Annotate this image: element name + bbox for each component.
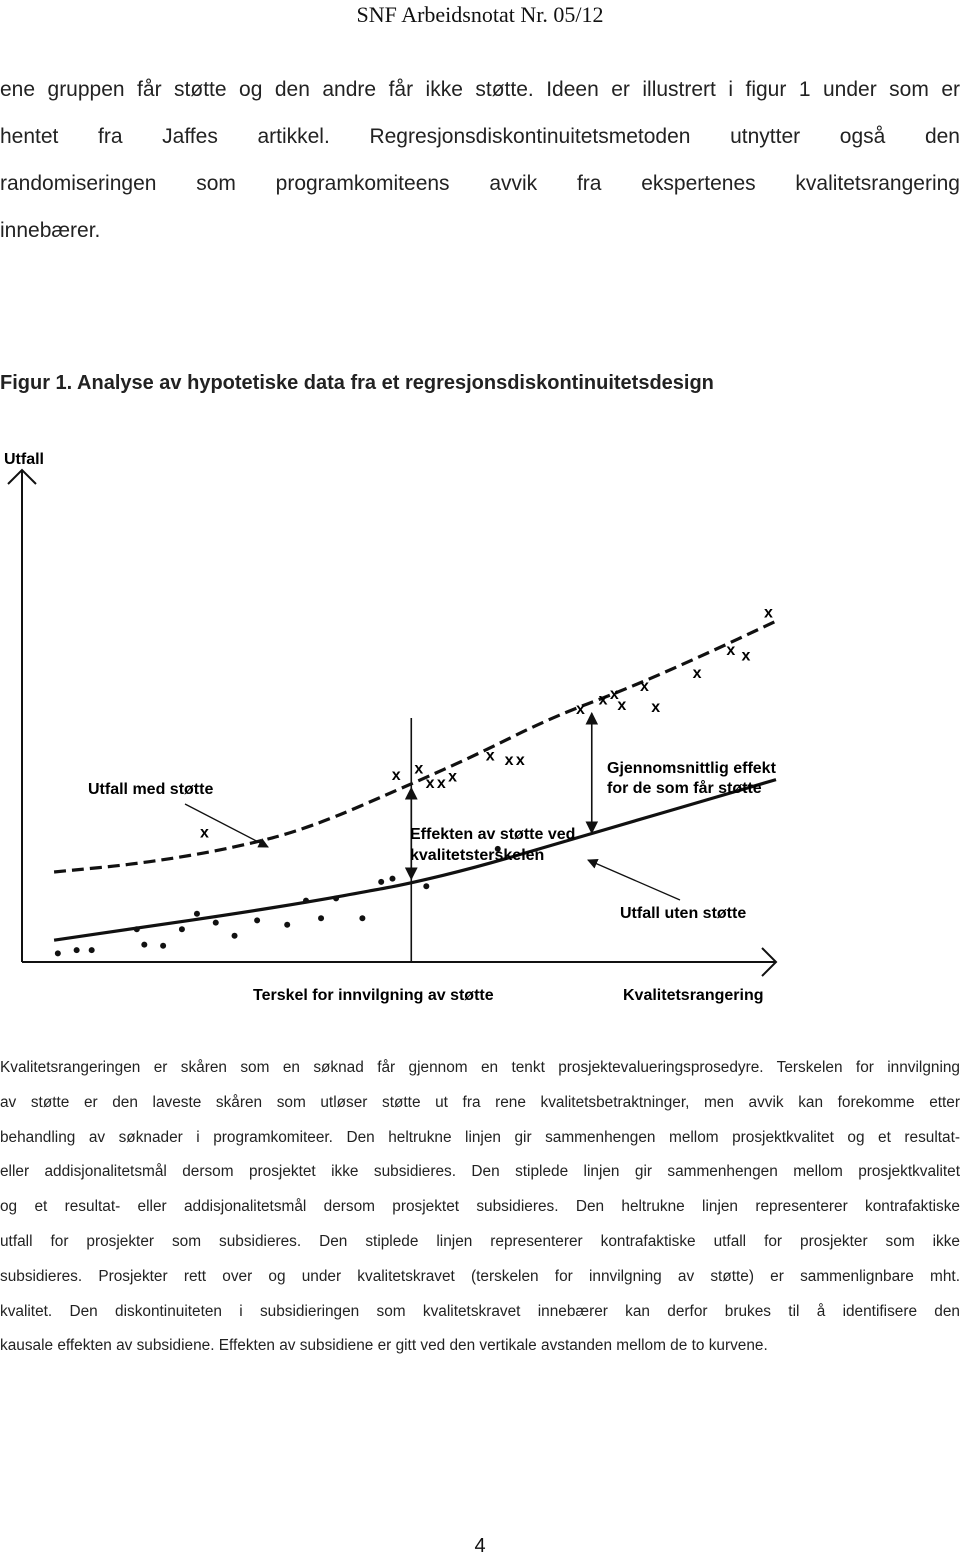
rd-chart: [0, 440, 960, 1020]
paragraph-line: ene gruppen får støtte og den andre får ikke støtte. Ideen er illustrert i figur 1 under som er: [0, 78, 960, 101]
effect-label-line2: kvalitetsterskelen: [410, 847, 545, 864]
data-point-dot: [423, 883, 429, 889]
caption-line: kvalitet. Den diskontinuiteten i subsidieringen som kvalitetskravet innebærer kan derfor brukes til å identifisere den: [0, 1302, 960, 1320]
data-point-dot: [232, 933, 238, 939]
caption-line: subsidieres. Prosjekter rett over og under kvalitetskravet (terskelen for innvilgning av støtte) er sammenlignbare mht.: [0, 1267, 960, 1285]
data-point-dot: [194, 911, 200, 917]
caption-line: behandling av søknader i programkomiteer. Den heltrukne linjen gir sammenhengen mellom prosjektkvalitet og et resultat-: [0, 1128, 960, 1146]
paragraph-line: randomiseringen som programkomiteens avvik fra ekspertenes kvalitetsrangering: [0, 172, 960, 195]
data-point-x: x: [598, 691, 608, 709]
data-point-x: x: [448, 768, 458, 786]
x-axis-label: Kvalitetsrangering: [623, 987, 764, 1004]
data-point-dot: [141, 942, 147, 948]
data-point-dot: [333, 895, 339, 901]
caption-line: og et resultat- eller addisjonalitetsmål dersom prosjektet subsidieres. Den heltrukne linjen representerer kontrafaktiske: [0, 1198, 960, 1216]
without-support-pointer: [588, 860, 680, 900]
data-point-dot: [213, 920, 219, 926]
paragraph-line: innebærer.: [0, 219, 101, 242]
caption-line: utfall for prosjekter som subsidieres. Den stiplede linjen representerer kontrafaktiske utfall for prosjekter som ikke: [0, 1232, 960, 1250]
data-point-dot: [378, 879, 384, 885]
data-point-x: x: [576, 701, 585, 719]
data-point-x: x: [764, 604, 773, 622]
data-point-dot: [134, 926, 140, 932]
caption-line: Kvalitetsrangeringen er skåren som en søknad får gjennom en tenkt prosjektevalueringsprosedyre. Terskelen for innvilgning: [0, 1059, 960, 1076]
y-axis-label: Utfall: [4, 451, 44, 468]
data-point-dot: [254, 917, 260, 923]
caption-line: av støtte er den laveste skåren som utløser støtte ut fra rene kvalitetsbetraktninger, men avvik kan forekomme etter: [0, 1093, 960, 1111]
data-point-x: x: [692, 664, 702, 682]
data-point-dot: [160, 943, 166, 949]
data-point-dot: [359, 915, 365, 921]
data-point-x: x: [425, 774, 435, 792]
avg-effect-label-line2: for de som får støtte: [607, 780, 762, 797]
body-paragraph: [0, 66, 960, 254]
running-header: SNF Arbeidsnotat Nr. 05/12: [356, 2, 604, 27]
paragraph-line: hentet fra Jaffes artikkel. Regresjonsdiskontinuitetsmetoden utnytter også den: [0, 125, 960, 148]
with-support-pointer: [185, 804, 268, 847]
figure-title: Figur 1. Analyse av hypotetiske data fra et regresjonsdiskontinuitetsdesign: [0, 372, 714, 394]
data-point-dot: [74, 947, 80, 953]
data-point-dot: [55, 950, 61, 956]
data-point-x: x: [436, 774, 446, 792]
data-point-x: x: [609, 685, 619, 703]
data-point-dot: [89, 947, 95, 953]
with-support-label: Utfall med støtte: [88, 781, 214, 798]
data-point-x: x: [200, 824, 209, 842]
data-point-x: x: [726, 641, 736, 659]
threshold-label: Terskel for innvilgning av støtte: [253, 987, 494, 1004]
data-point-dot: [318, 915, 324, 921]
data-point-x: x: [639, 678, 649, 696]
caption-line: eller addisjonalitetsmål dersom prosjektet ikke subsidieres. Den stiplede linjen gir sammenhengen mellom prosjektkvalitet: [0, 1163, 960, 1181]
data-point-x: x: [485, 747, 495, 765]
data-point-x: x: [515, 751, 525, 769]
data-point-x: x: [414, 760, 424, 778]
data-point-x: x: [741, 647, 751, 665]
avg-effect-label-line1: Gjennomsnittlig effekt: [607, 760, 776, 777]
figure-caption: [0, 1051, 960, 1364]
caption-line: kausale effekten av subsidiene. Effekten av subsidiene er gitt ved den vertikale avstanden mellom de to kurvene.: [0, 1337, 768, 1355]
data-point-x: x: [391, 767, 401, 785]
effect-label-line1: Effekten av støtte ved: [410, 826, 576, 843]
data-point-x: x: [504, 751, 514, 769]
data-point-dot: [179, 926, 185, 932]
without-support-label: Utfall uten støtte: [620, 905, 747, 922]
data-point-dot: [284, 922, 290, 928]
page-number: 4: [474, 1535, 486, 1557]
data-point-dot: [389, 876, 395, 882]
data-point-x: x: [617, 696, 627, 714]
data-point-x: x: [651, 699, 661, 716]
data-point-dot: [303, 898, 309, 904]
rd-figure: [0, 440, 960, 1020]
